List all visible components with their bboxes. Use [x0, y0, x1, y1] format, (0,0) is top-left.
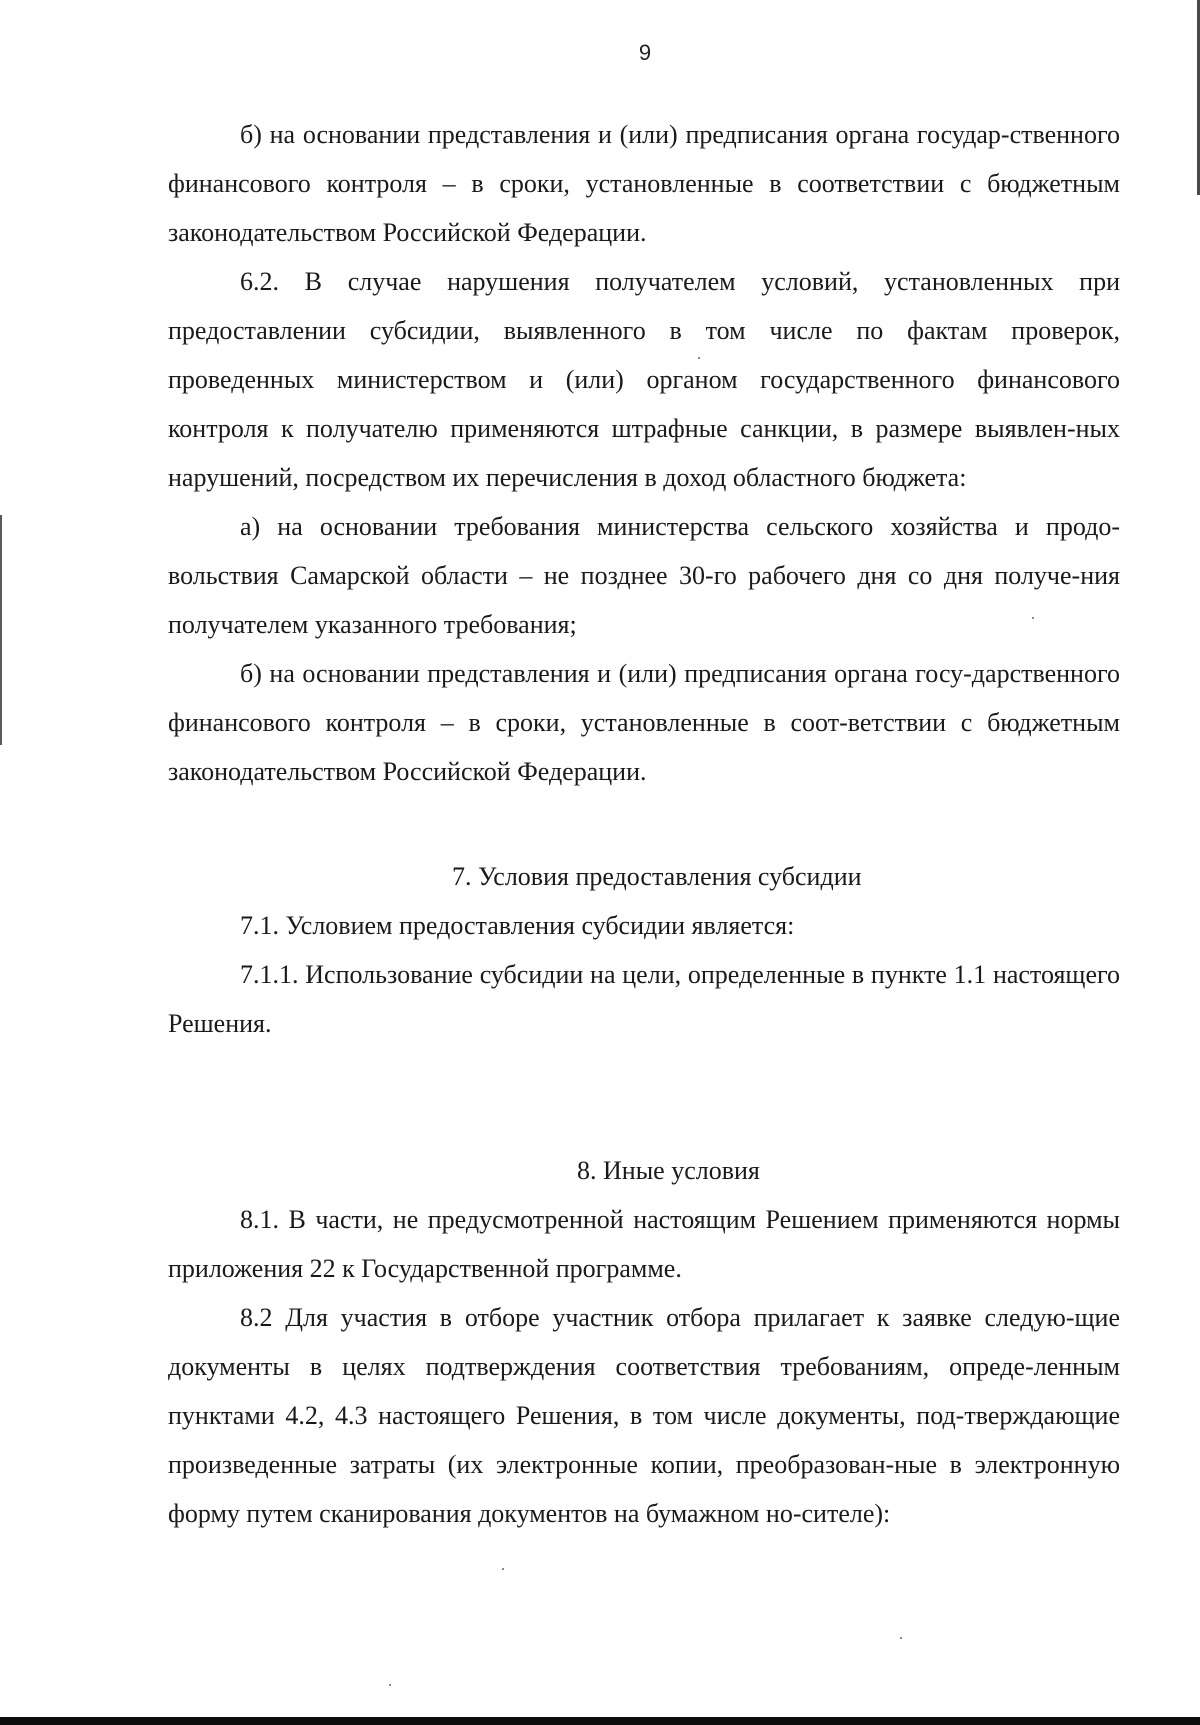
- scan-speck: [900, 1637, 902, 1639]
- paragraph-6-2: 6.2. В случае нарушения получателем условий, установленных при предоставлении субсидии, выявленного в том числе по фактам проверок, проведенных министерством и (или) органом государственного финансового контроля к получателю применяются штрафные санкции, в размере выявлен-ных нарушений, посредством их перечисления в доход областного бюджета:: [168, 267, 1120, 492]
- paragraph-6-1-b: б) на основании представления и (или) предписания органа государ-ственного финансового контроля – в сроки, установленные в соответствии с бюджетным законодательством Российской Федерации.: [168, 120, 1120, 247]
- paragraph-7-1: 7.1. Условием предоставления субсидии является:: [240, 911, 795, 940]
- scan-edge-left: [0, 515, 2, 745]
- text-block-8: [168, 1195, 1120, 1538]
- paragraph-8-2: 8.2 Для участия в отборе участник отбора прилагает к заявке следую-щие документы в целях подтверждения соответствия требованиям, опреде-ленным пунктами 4.2, 4.3 настоящего Решения, в том числе документы, под-тверждающие произведенные затраты (их электронные копии, преобразован-ные в электронную форму путем сканирования документов на бумажном но-сителе):: [168, 1303, 1120, 1528]
- scan-edge-bottom: [0, 1717, 1200, 1725]
- section-7-heading: 7. Условия предоставления субсидии: [452, 862, 862, 891]
- scan-speck: [502, 1568, 504, 1570]
- paragraph-6-2-a: а) на основании требования министерства сельского хозяйства и продо-вольствия Самарской области – не позднее 30-го рабочего дня со дня получе-ния получателем указанного требования;: [168, 512, 1120, 639]
- paragraph-8-1: 8.1. В части, не предусмотренной настоящим Решением применяются нормы приложения 22 к Государственной программе.: [168, 1205, 1120, 1283]
- scan-speck: [1032, 617, 1034, 619]
- page-number: 9: [638, 40, 652, 65]
- section-8-heading: 8. Иные условия: [577, 1156, 760, 1185]
- text-block-6-1: [168, 110, 1120, 796]
- paragraph-7-1-1: 7.1.1. Использование субсидии на цели, определенные в пункте 1.1 настоящего Решения.: [168, 960, 1120, 1038]
- scan-speck: [698, 357, 700, 359]
- text-block-7: [168, 901, 1120, 1048]
- scan-speck: [389, 1684, 391, 1686]
- paragraph-6-2-b: б) на основании представления и (или) предписания органа госу-дарственного финансового контроля – в сроки, установленные в соот-ветствии с бюджетным законодательством Российской Федерации.: [168, 659, 1120, 786]
